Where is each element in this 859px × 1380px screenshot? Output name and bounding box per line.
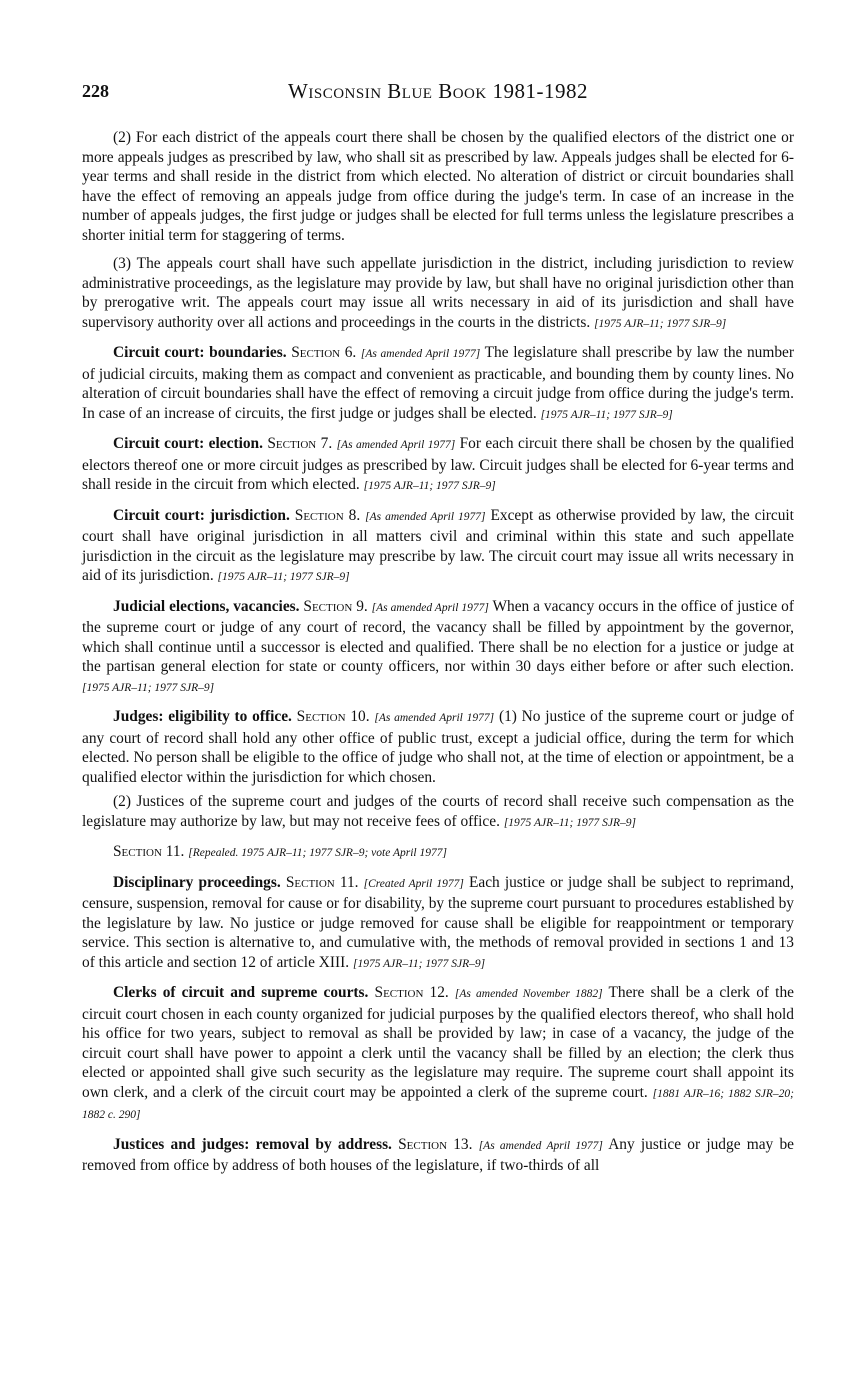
amendment-note: [Created April 1977] (363, 877, 464, 890)
paragraph-text: For each circuit there shall be chosen by the qualified electors thereof one or more circuit judges as prescribed by law. Circuit judges shall be elected for 6-year terms and shall reside in the circuit from which elected. (82, 435, 794, 493)
page-header (82, 76, 794, 106)
section-heading: Circuit court: boundaries. (113, 344, 287, 361)
body-text (82, 128, 794, 1185)
paragraph-text: The legislature shall prescribe by law the number of judicial circuits, making them as compact and convenient as practicable, and bounding them by county lines. No alteration of circuit boundaries shall have the effect of removing a circuit judge from office during the judge's term. In case of an increase of circuits, the first judge or judges shall be elected. (82, 344, 794, 422)
paragraph (82, 1135, 794, 1176)
paragraph-text: (2) Justices of the supreme court and judges of the courts of record shall receive such compensation as the legislature may authorize by law, but may not receive fees of office. (82, 793, 794, 830)
section-heading: Disciplinary proceedings. (113, 873, 281, 891)
section-number: Section 7. (267, 435, 333, 452)
paragraph-text: Except as otherwise provided by law, the circuit court shall have original jurisdiction in all matters civil and criminal within this state and such appellate jurisdiction in the circuit as the legislature may prescribe by law. The circuit court may issue all writs necessary in aid of its jurisdiction. (82, 506, 794, 584)
citation: [1975 AJR–11; 1977 SJR–9] (363, 480, 496, 492)
paragraph (82, 792, 794, 833)
citation: [1975 AJR–11; 1977 SJR–9] (594, 317, 727, 330)
citation: [1975 AJR–11; 1977 SJR–9] (217, 571, 350, 583)
paragraph (82, 842, 794, 864)
paragraph (82, 873, 794, 975)
section-number: Section 11. (285, 873, 359, 891)
citation: [1975 AJR–11; 1977 SJR–9] (503, 816, 636, 829)
section-heading: Judges: eligibility to office. (113, 708, 292, 725)
running-title: Wisconsin Blue Book 1981-1982 (288, 79, 588, 103)
amendment-note: [As amended April 1977] (365, 510, 486, 523)
paragraph (82, 597, 794, 699)
paragraph-text: There shall be a clerk of the circuit court chosen in each county organized for judicial purposes by the qualified electors thereof, who shall hold his office for two years, subject to removal as shall be provided by law; in case of a vacancy, the judge of the circuit court shall have power to appoint a clerk until the vacancy shall be filled by an election; the clerk thus elected or appointed shall give such security as the legislature may require. The supreme court shall appoint its own clerk, and a clerk of the circuit court may be appointed a clerk of the supreme court. (82, 984, 794, 1101)
paragraph (82, 434, 794, 497)
section-heading: Clerks of circuit and supreme courts. (113, 984, 369, 1001)
citation: [1881 AJR–16; 1882 SJR–20; 1882 c. 290] (82, 1087, 794, 1121)
section-heading: Circuit court: jurisdiction. (113, 506, 290, 524)
section-number: Section 6. (291, 344, 357, 361)
paragraph (82, 707, 794, 787)
paragraph-text: Each justice or judge shall be subject to reprimand, censure, suspension, removal for cause or for disability, by the supreme court pursuant to procedures established by the legislature by law. No justice or judge removed for cause shall be eligible for reappointment or temporary service. This section is alternative to, and cumulative with, the methods of removal provided in sections 1 and 13 of this article and section 12 of article XIII. (82, 873, 794, 971)
amendment-note: [As amended April 1977] (336, 439, 456, 451)
amendment-note: [As amended April 1977] (478, 1139, 603, 1152)
section-number: Section 8. (294, 506, 361, 524)
paragraph (82, 254, 794, 334)
section-number: Section 10. (296, 708, 370, 725)
section-number: Section 13. (398, 1135, 473, 1153)
amendment-note: [As amended April 1977] (371, 601, 489, 614)
citation: [1975 AJR–11; 1977 SJR–9] (352, 957, 486, 970)
paragraph (82, 983, 794, 1126)
amendment-note: [As amended November 1882] (454, 988, 603, 1000)
section-number: Section 11. (113, 843, 185, 860)
section-number: Section 9. (303, 597, 368, 615)
section-heading: Judicial elections, vacancies. (113, 597, 300, 615)
paragraph-text: (2) For each district of the appeals court there shall be chosen by the qualified electors of the district one or more appeals judges as prescribed by law, who shall sit as prescribed by law. Appeals judges shall be elected for 6-year terms and shall reside in the district from which elected. No alteration of district or circuit boundaries shall have the effect of removing an appeals judge from office during the judge's term. In case of an increase in the number of appeals judges, the first judge or judges shall be elected for full terms unless the legislature prescribes a shorter initial term for staggering of terms. (82, 129, 794, 244)
citation: [1975 AJR–11; 1977 SJR–9] (540, 408, 673, 421)
amendment-note: [As amended April 1977] (360, 348, 481, 360)
amendment-note: [As amended April 1977] (374, 712, 495, 724)
amendment-note: [Repealed. 1975 AJR–11; 1977 SJR–9; vote April 1977] (188, 847, 447, 859)
paragraph-text: (1) No justice of the supreme court or judge of any court of record shall hold any other office of public trust, except a judicial office, during the term for which elected. No person shall be eligible to the office of judge who shall not, at the time of election or appointment, be a qualified elector within the jurisdiction for which chosen. (82, 708, 795, 786)
paragraph (82, 128, 794, 245)
section-heading: Circuit court: election. (113, 435, 263, 452)
page-number: 228 (82, 81, 109, 101)
paragraph (82, 343, 794, 425)
paragraph-text: When a vacancy occurs in the office of justice of the supreme court or judge of any court of record, the vacancy shall be filled by appointment by the governor, which shall continue until a successor is elected and qualified. There shall be no election for a justice or judge at the partisan general election for state or county officers, nor within 30 days either before or after such election. (82, 597, 794, 675)
paragraph (82, 506, 794, 588)
section-number: Section 12. (374, 984, 449, 1001)
citation: [1975 AJR–11; 1977 SJR–9] (82, 681, 215, 694)
section-heading: Justices and judges: removal by address. (113, 1135, 392, 1153)
paragraph-text: (3) The appeals court shall have such appellate jurisdiction in the district, including jurisdiction to review administrative proceedings, as the legislature may provide by law, but shall have no original jurisdiction other than by prerogative writ. The appeals court may issue all writs necessary in aid of its jurisdiction and shall have supervisory authority over all actions and proceedings in the courts in the districts. (82, 255, 794, 331)
paragraph-text: Any justice or judge may be removed from office by address of both houses of the legislature, if two-thirds of all (82, 1135, 794, 1174)
